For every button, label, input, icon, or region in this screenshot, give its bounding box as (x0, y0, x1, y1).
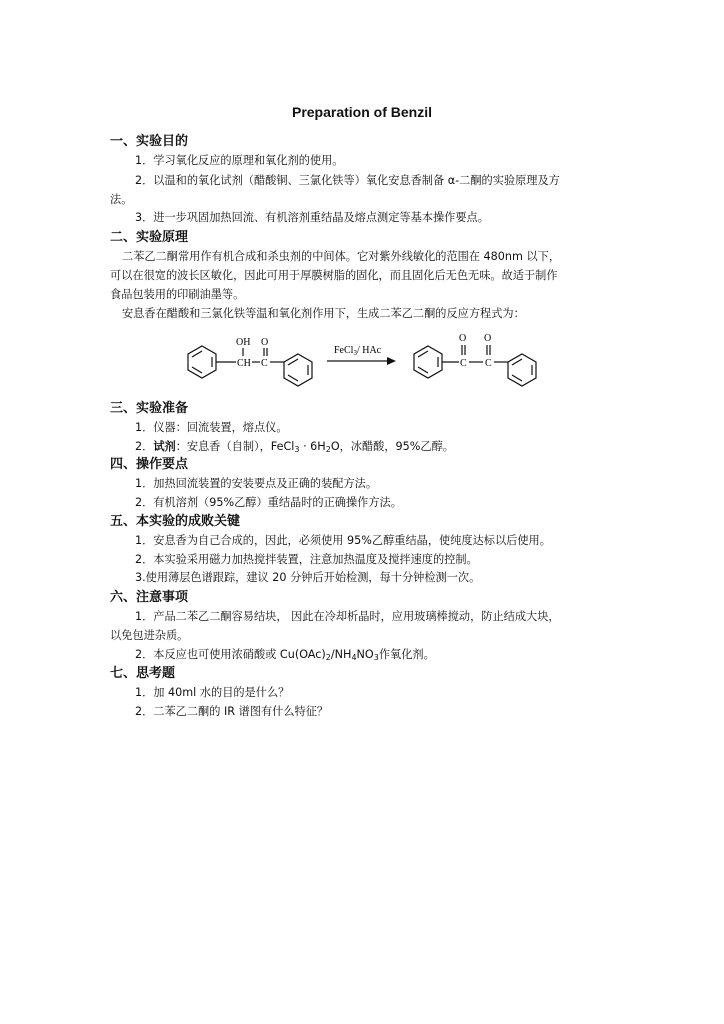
label-o-ketone: O (261, 337, 269, 348)
preparation-instruments: 1．仪器：回流装置，熔点仪。 (135, 421, 288, 434)
section-heading-notes: 六、注意事项 (110, 590, 189, 605)
objective-3: 3．进一步巩固加热回流、有机溶剂重结晶及熔点测定等基本操作要点。 (135, 211, 489, 224)
document-title: Preparation of Benzil (291, 104, 433, 120)
success-key-1: 1．安息香为自己合成的，因此，必须使用 95%乙醇重结晶，使纯度达标以后使用。 (135, 534, 551, 547)
note-1-line-2: 以免包进杂质。 (110, 629, 189, 642)
success-key-2: 2．本实验采用磁力加热搅拌装置，注意加热温度及搅拌速度的控制。 (135, 553, 478, 566)
objective-2-line-2: 法。 (110, 193, 133, 206)
key-point-1: 1．加热回流装置的安装要点及正确的装配方法。 (135, 477, 378, 490)
section-heading-success-keys: 五、本实验的成败关键 (110, 514, 241, 529)
label-ch: CH (237, 358, 251, 369)
benzil-structure (414, 345, 536, 386)
question-1: 1．加 40ml 水的目的是什么？ (135, 686, 290, 699)
principle-para-1-line-2: 可以在很宽的波长区敏化，因此可用于厚膜树脂的固化，而且固化后无色无味。故适于制作 (110, 269, 558, 282)
label-c-2: C (485, 358, 492, 369)
label-c-1: C (460, 358, 467, 369)
principle-para-2: 安息香在醋酸和三氯化铁等温和氧化剂作用下，生成二苯乙二酮的反应方程式为： (122, 307, 525, 320)
section-heading-key-points: 四、操作要点 (110, 457, 189, 472)
section-heading-questions: 七、思考题 (110, 666, 176, 681)
label-oh: OH (236, 337, 251, 348)
reagent-label: FeCl$_3$/ HAc (334, 345, 382, 357)
note-2: 2．本反应也可使用浓硝酸或 $Cu(OAc)_2/NH_4NO_3$作氧化剂。 (135, 648, 435, 662)
section-heading-objectives: 一、实验目的 (110, 134, 189, 149)
principle-para-1-line-3: 食品包装用的印刷油墨等。 (110, 288, 245, 301)
note-1-line-1: 1．产品二苯乙二酮容易结块， 因此在冷却析晶时，应用玻璃棒搅动，防止结成大块， (135, 610, 560, 623)
success-key-3: 3.使用薄层色谱跟踪，建议 20 分钟后开始检测，每十分钟检测一次。 (135, 571, 481, 584)
section-heading-preparation: 三、实验准备 (110, 401, 189, 416)
principle-para-1-line-1: 二苯乙二酮常用作有机合成和杀虫剂的中间体。它对紫外线敏化的范围在 480nm 以下， (122, 250, 561, 263)
label-o-1: O (459, 333, 467, 344)
key-point-2: 2．有机溶剂（95%乙醇）重结晶时的正确操作方法。 (135, 496, 402, 509)
objective-2-line-1: 2．以温和的氧化试剂（醋酸铜、三氯化铁等）氧化安息香制备 α-二酮的实验原理及方 (135, 174, 560, 187)
label-c: C (261, 358, 268, 369)
section-heading-principle: 二、实验原理 (110, 230, 189, 245)
label-o-2: O (484, 333, 492, 344)
objective-1: 1．学习氧化反应的原理和氧化剂的使用。 (135, 154, 344, 167)
question-2: 2．二苯乙二酮的 IR 谱图有什么特征？ (135, 705, 329, 718)
reaction-arrow (327, 357, 396, 365)
preparation-reagents: 2．试剂：安息香（自制），FeCl$_3$ · $6H_2O$，冰醋酸，95%乙醇。 (135, 440, 454, 454)
